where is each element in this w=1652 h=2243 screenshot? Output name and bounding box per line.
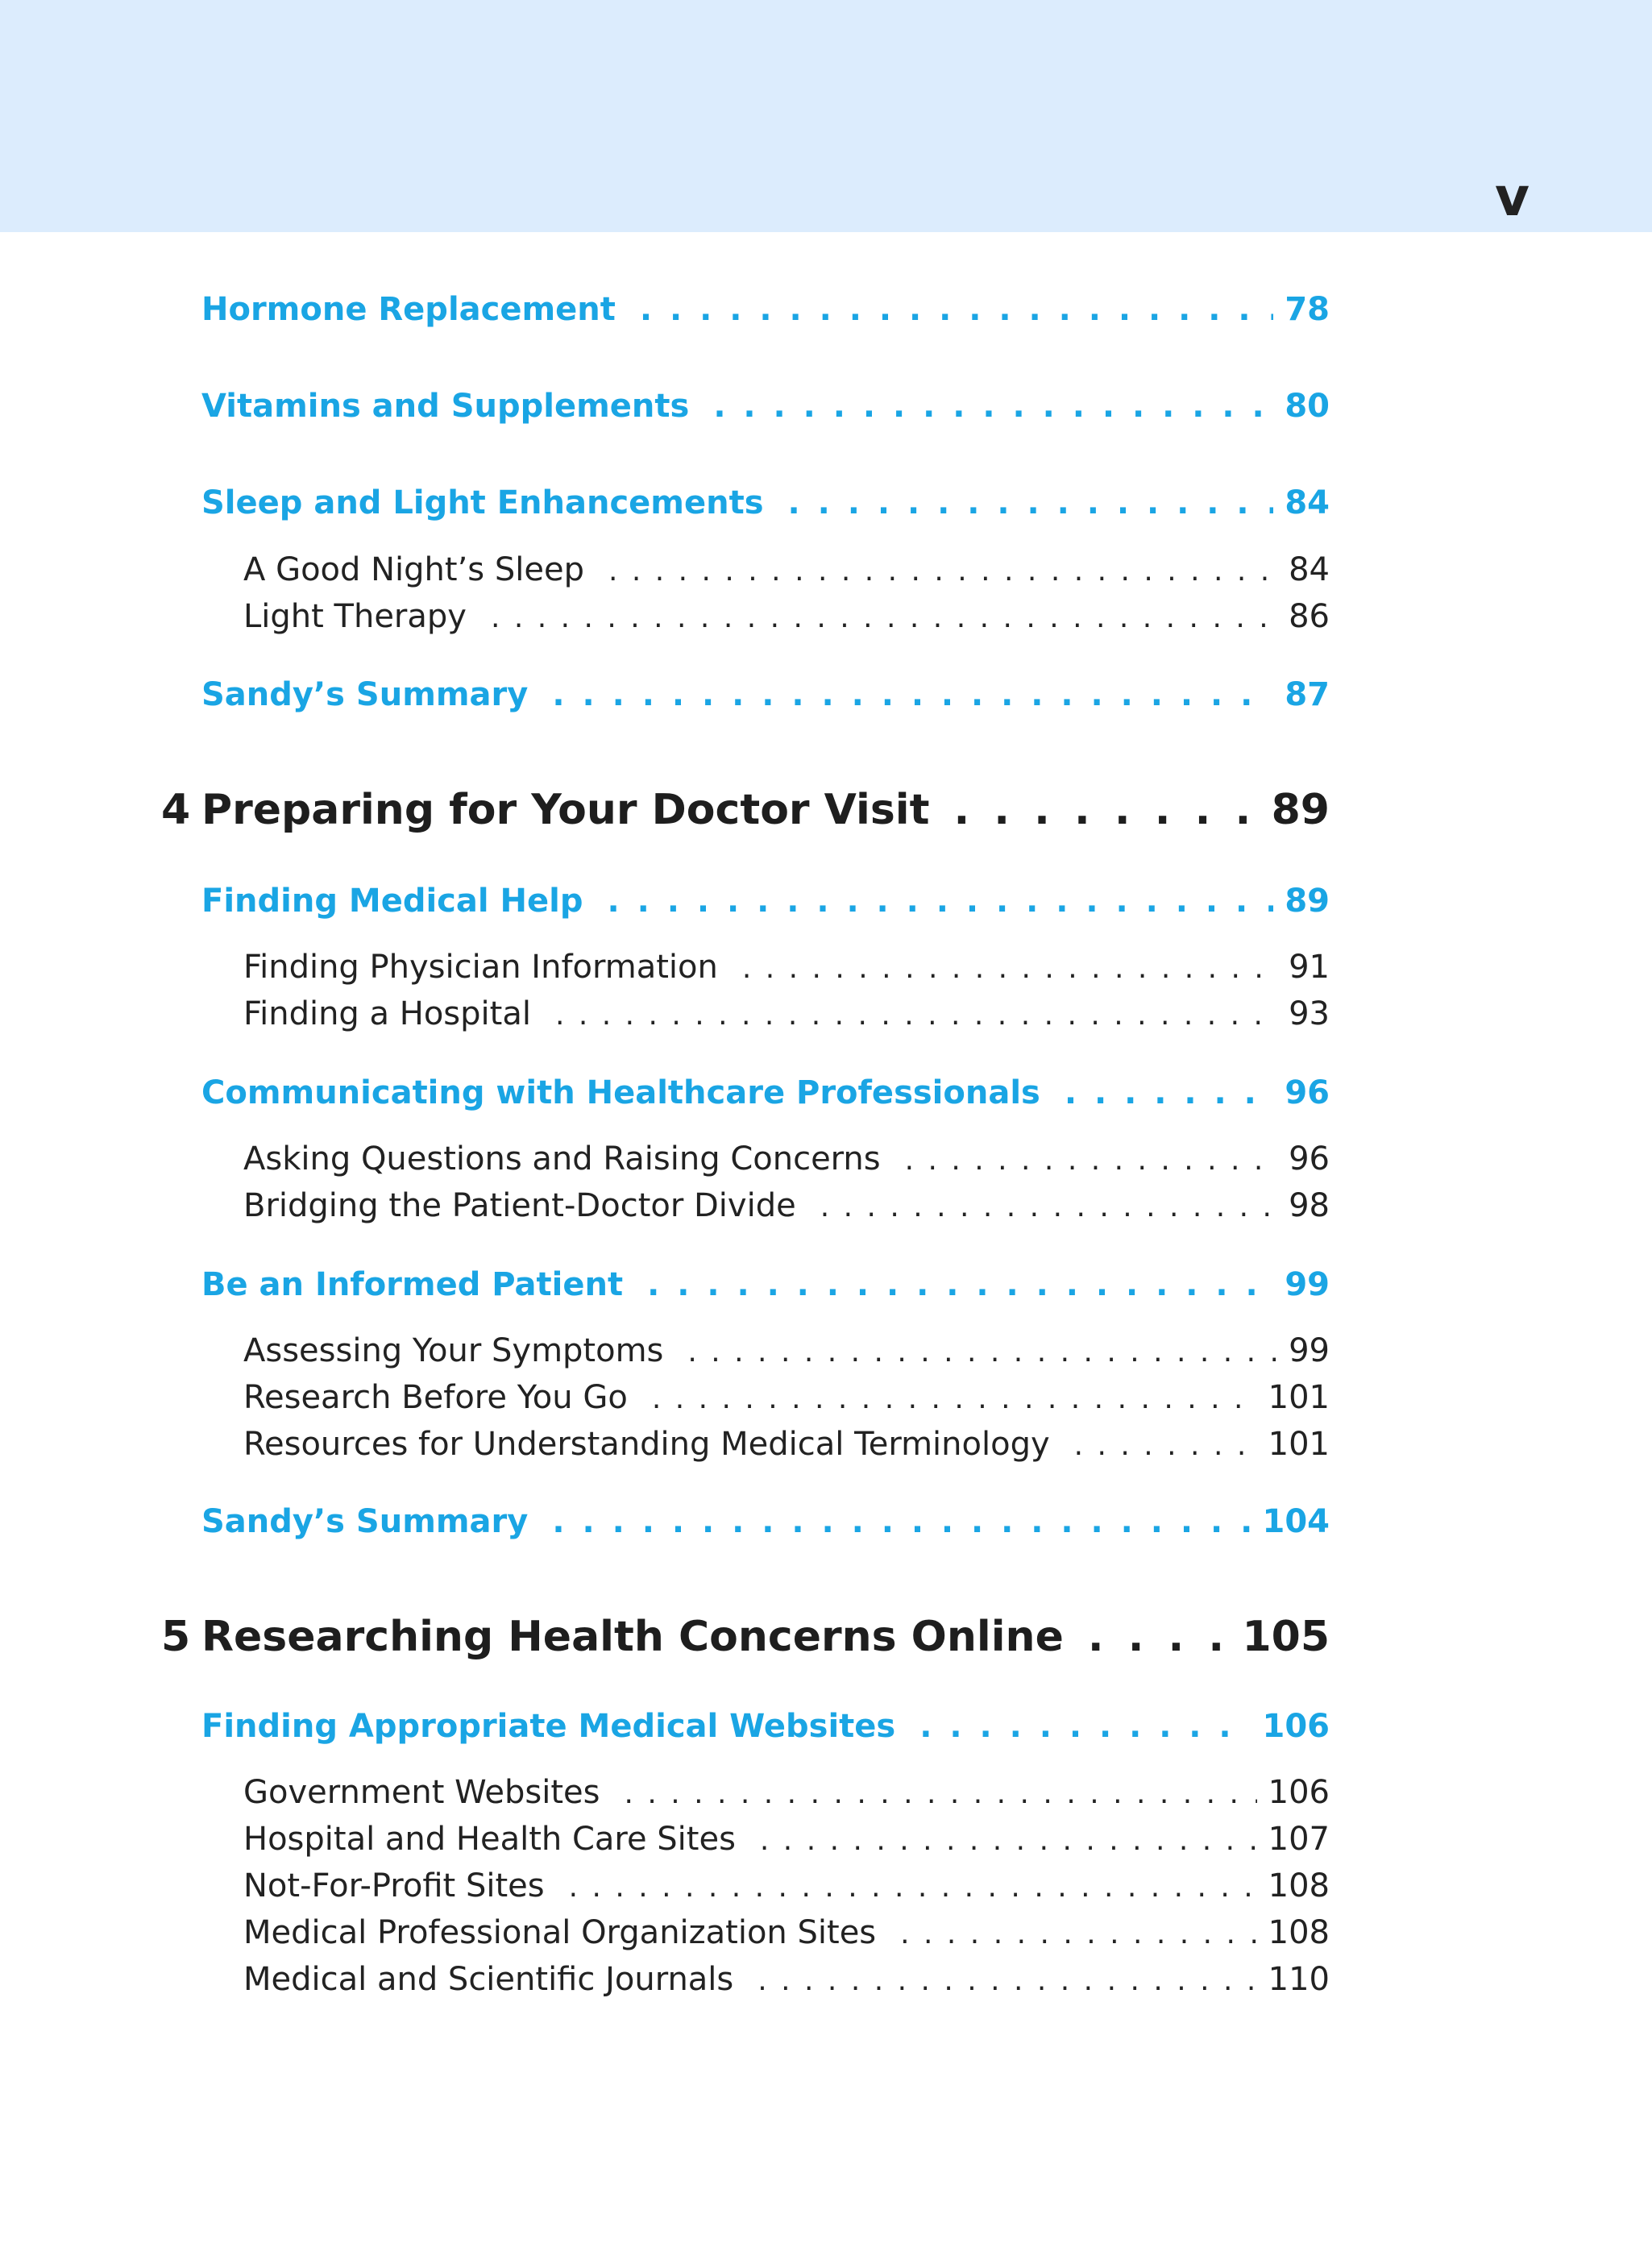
toc-section-vitamins[interactable] — [201, 384, 1330, 429]
toc-item-finding-hospital[interactable] — [243, 991, 1330, 1036]
toc-chapter-5[interactable] — [161, 1609, 1330, 1665]
dot-leader — [640, 287, 1273, 332]
toc-item-light-therapy[interactable] — [243, 594, 1330, 639]
dot-leader — [1074, 1423, 1257, 1468]
toc-entry-title: Bridging the Patient-Doctor Divide — [243, 1187, 796, 1224]
toc-entry-page: 108 — [1268, 1914, 1330, 1951]
toc-entry-title: Finding Appropriate Medical Websites — [201, 1708, 896, 1745]
toc-item-asking-questions[interactable] — [243, 1136, 1330, 1182]
dot-leader — [607, 879, 1273, 924]
toc-entry-page: 110 — [1268, 1961, 1330, 1998]
toc-entry-page: 98 — [1289, 1187, 1330, 1224]
toc-entry-title: Light Therapy — [243, 598, 467, 635]
toc-section-communicating[interactable] — [201, 1070, 1330, 1115]
toc-entry-page: 96 — [1289, 1140, 1330, 1178]
dot-leader — [919, 1704, 1251, 1749]
toc-entry-title: Government Websites — [243, 1774, 600, 1811]
toc-item-not-for-profit-sites[interactable] — [243, 1863, 1330, 1909]
toc-entry-title: Assessing Your Symptoms — [243, 1332, 664, 1369]
chapter-title: Researching Health Concerns Online — [201, 1613, 1064, 1661]
toc-entry-page: 86 — [1289, 598, 1330, 635]
toc-section-sandys-summary-2[interactable] — [201, 1499, 1330, 1544]
toc-entry-page: 87 — [1285, 676, 1330, 713]
dot-leader — [652, 1377, 1257, 1422]
toc-entry-page: 99 — [1289, 1332, 1330, 1369]
toc-entry-title: Finding Medical Help — [201, 883, 583, 920]
dot-leader — [905, 1138, 1277, 1183]
chapter-page: 89 — [1271, 786, 1330, 834]
toc-entry-title: Research Before You Go — [243, 1379, 628, 1416]
toc-entry-page: 104 — [1262, 1503, 1330, 1540]
toc-section-finding-medical-help[interactable] — [201, 879, 1330, 924]
dot-leader — [713, 384, 1273, 429]
toc-entry-title: Sandy’s Summary — [201, 676, 529, 713]
toc-entry-title: A Good Night’s Sleep — [243, 551, 584, 588]
toc-chapter-4[interactable] — [161, 782, 1330, 838]
toc-entry-title: Be an Informed Patient — [201, 1266, 624, 1303]
dot-leader — [760, 1818, 1257, 1863]
toc-entry-title: Finding a Hospital — [243, 995, 531, 1032]
toc-item-research-before-you-go[interactable] — [243, 1375, 1330, 1420]
toc-entry-page: 101 — [1268, 1426, 1330, 1463]
chapter-title: Preparing for Your Doctor Visit — [201, 786, 930, 834]
toc-item-hospital-sites[interactable] — [243, 1817, 1330, 1862]
page-number: v — [1495, 166, 1530, 228]
toc-entry-page: 91 — [1289, 949, 1330, 986]
toc-entry-page: 96 — [1285, 1074, 1330, 1111]
toc-entry-page: 84 — [1289, 551, 1330, 588]
toc-entry-page: 101 — [1268, 1379, 1330, 1416]
chapter-number: 4 — [161, 786, 191, 834]
toc-entry-page: 106 — [1262, 1708, 1330, 1745]
toc-entry-title: Hormone Replacement — [201, 291, 616, 328]
dot-leader — [552, 1499, 1251, 1544]
chapter-number: 5 — [161, 1613, 191, 1661]
toc-entry-title: Resources for Understanding Medical Terminology — [243, 1426, 1050, 1463]
toc-item-good-nights-sleep[interactable] — [243, 547, 1330, 592]
toc-entry-title: Finding Physician Information — [243, 949, 718, 986]
toc-entry-page: 108 — [1268, 1867, 1330, 1904]
toc-entry-title: Vitamins and Supplements — [201, 388, 690, 425]
dot-leader — [491, 596, 1277, 641]
dot-leader — [552, 672, 1273, 717]
toc-entry-page: 89 — [1285, 883, 1330, 920]
toc-entry-page: 78 — [1285, 291, 1330, 328]
toc-entry-page: 93 — [1289, 995, 1330, 1032]
toc-entry-page: 84 — [1285, 484, 1330, 521]
toc-entry-title: Asking Questions and Raising Concerns — [243, 1140, 881, 1178]
dot-leader — [647, 1262, 1273, 1307]
toc-section-informed-patient[interactable] — [201, 1262, 1330, 1307]
dot-leader — [687, 1330, 1277, 1375]
dot-leader — [758, 1958, 1256, 2004]
toc-item-scientific-journals[interactable] — [243, 1957, 1330, 2002]
toc-entry-page: 106 — [1268, 1774, 1330, 1811]
dot-leader — [569, 1865, 1257, 1910]
toc-item-government-websites[interactable] — [243, 1770, 1330, 1815]
toc-entry-title: Hospital and Health Care Sites — [243, 1821, 736, 1858]
toc-item-bridging-divide[interactable] — [243, 1183, 1330, 1228]
dot-leader — [624, 1772, 1256, 1817]
toc-entry-title: Not-For-Profit Sites — [243, 1867, 545, 1904]
dot-leader — [788, 480, 1274, 525]
dot-leader — [742, 946, 1277, 991]
toc-section-sleep[interactable] — [201, 480, 1330, 525]
dot-leader — [820, 1185, 1277, 1230]
dot-leader — [1088, 1609, 1231, 1665]
toc-entry-title: Communicating with Healthcare Professionals — [201, 1074, 1040, 1111]
toc-entry-title: Medical and Scientific Journals — [243, 1961, 734, 1998]
toc-item-assessing-symptoms[interactable] — [243, 1328, 1330, 1373]
dot-leader — [953, 782, 1260, 838]
toc-entry-title: Medical Professional Organization Sites — [243, 1914, 877, 1951]
toc-section-sandys-summary[interactable] — [201, 672, 1330, 717]
toc-entry-page: 80 — [1285, 388, 1330, 425]
toc-entry-title: Sandy’s Summary — [201, 1503, 529, 1540]
toc-item-physician-information[interactable] — [243, 945, 1330, 990]
dot-leader — [555, 993, 1277, 1038]
toc-item-medical-terminology[interactable] — [243, 1422, 1330, 1467]
chapter-page: 105 — [1242, 1613, 1330, 1661]
dot-leader — [608, 549, 1277, 594]
toc-entry-page: 107 — [1268, 1821, 1330, 1858]
dot-leader — [900, 1912, 1257, 1957]
toc-entry-page: 99 — [1285, 1266, 1330, 1303]
dot-leader — [1065, 1070, 1273, 1115]
toc-entry-title: Sleep and Light Enhancements — [201, 484, 764, 521]
toc-section-hormone-replacement[interactable] — [201, 287, 1330, 332]
toc-item-professional-organization-sites[interactable] — [243, 1910, 1330, 1955]
toc-section-medical-websites[interactable] — [201, 1704, 1330, 1749]
